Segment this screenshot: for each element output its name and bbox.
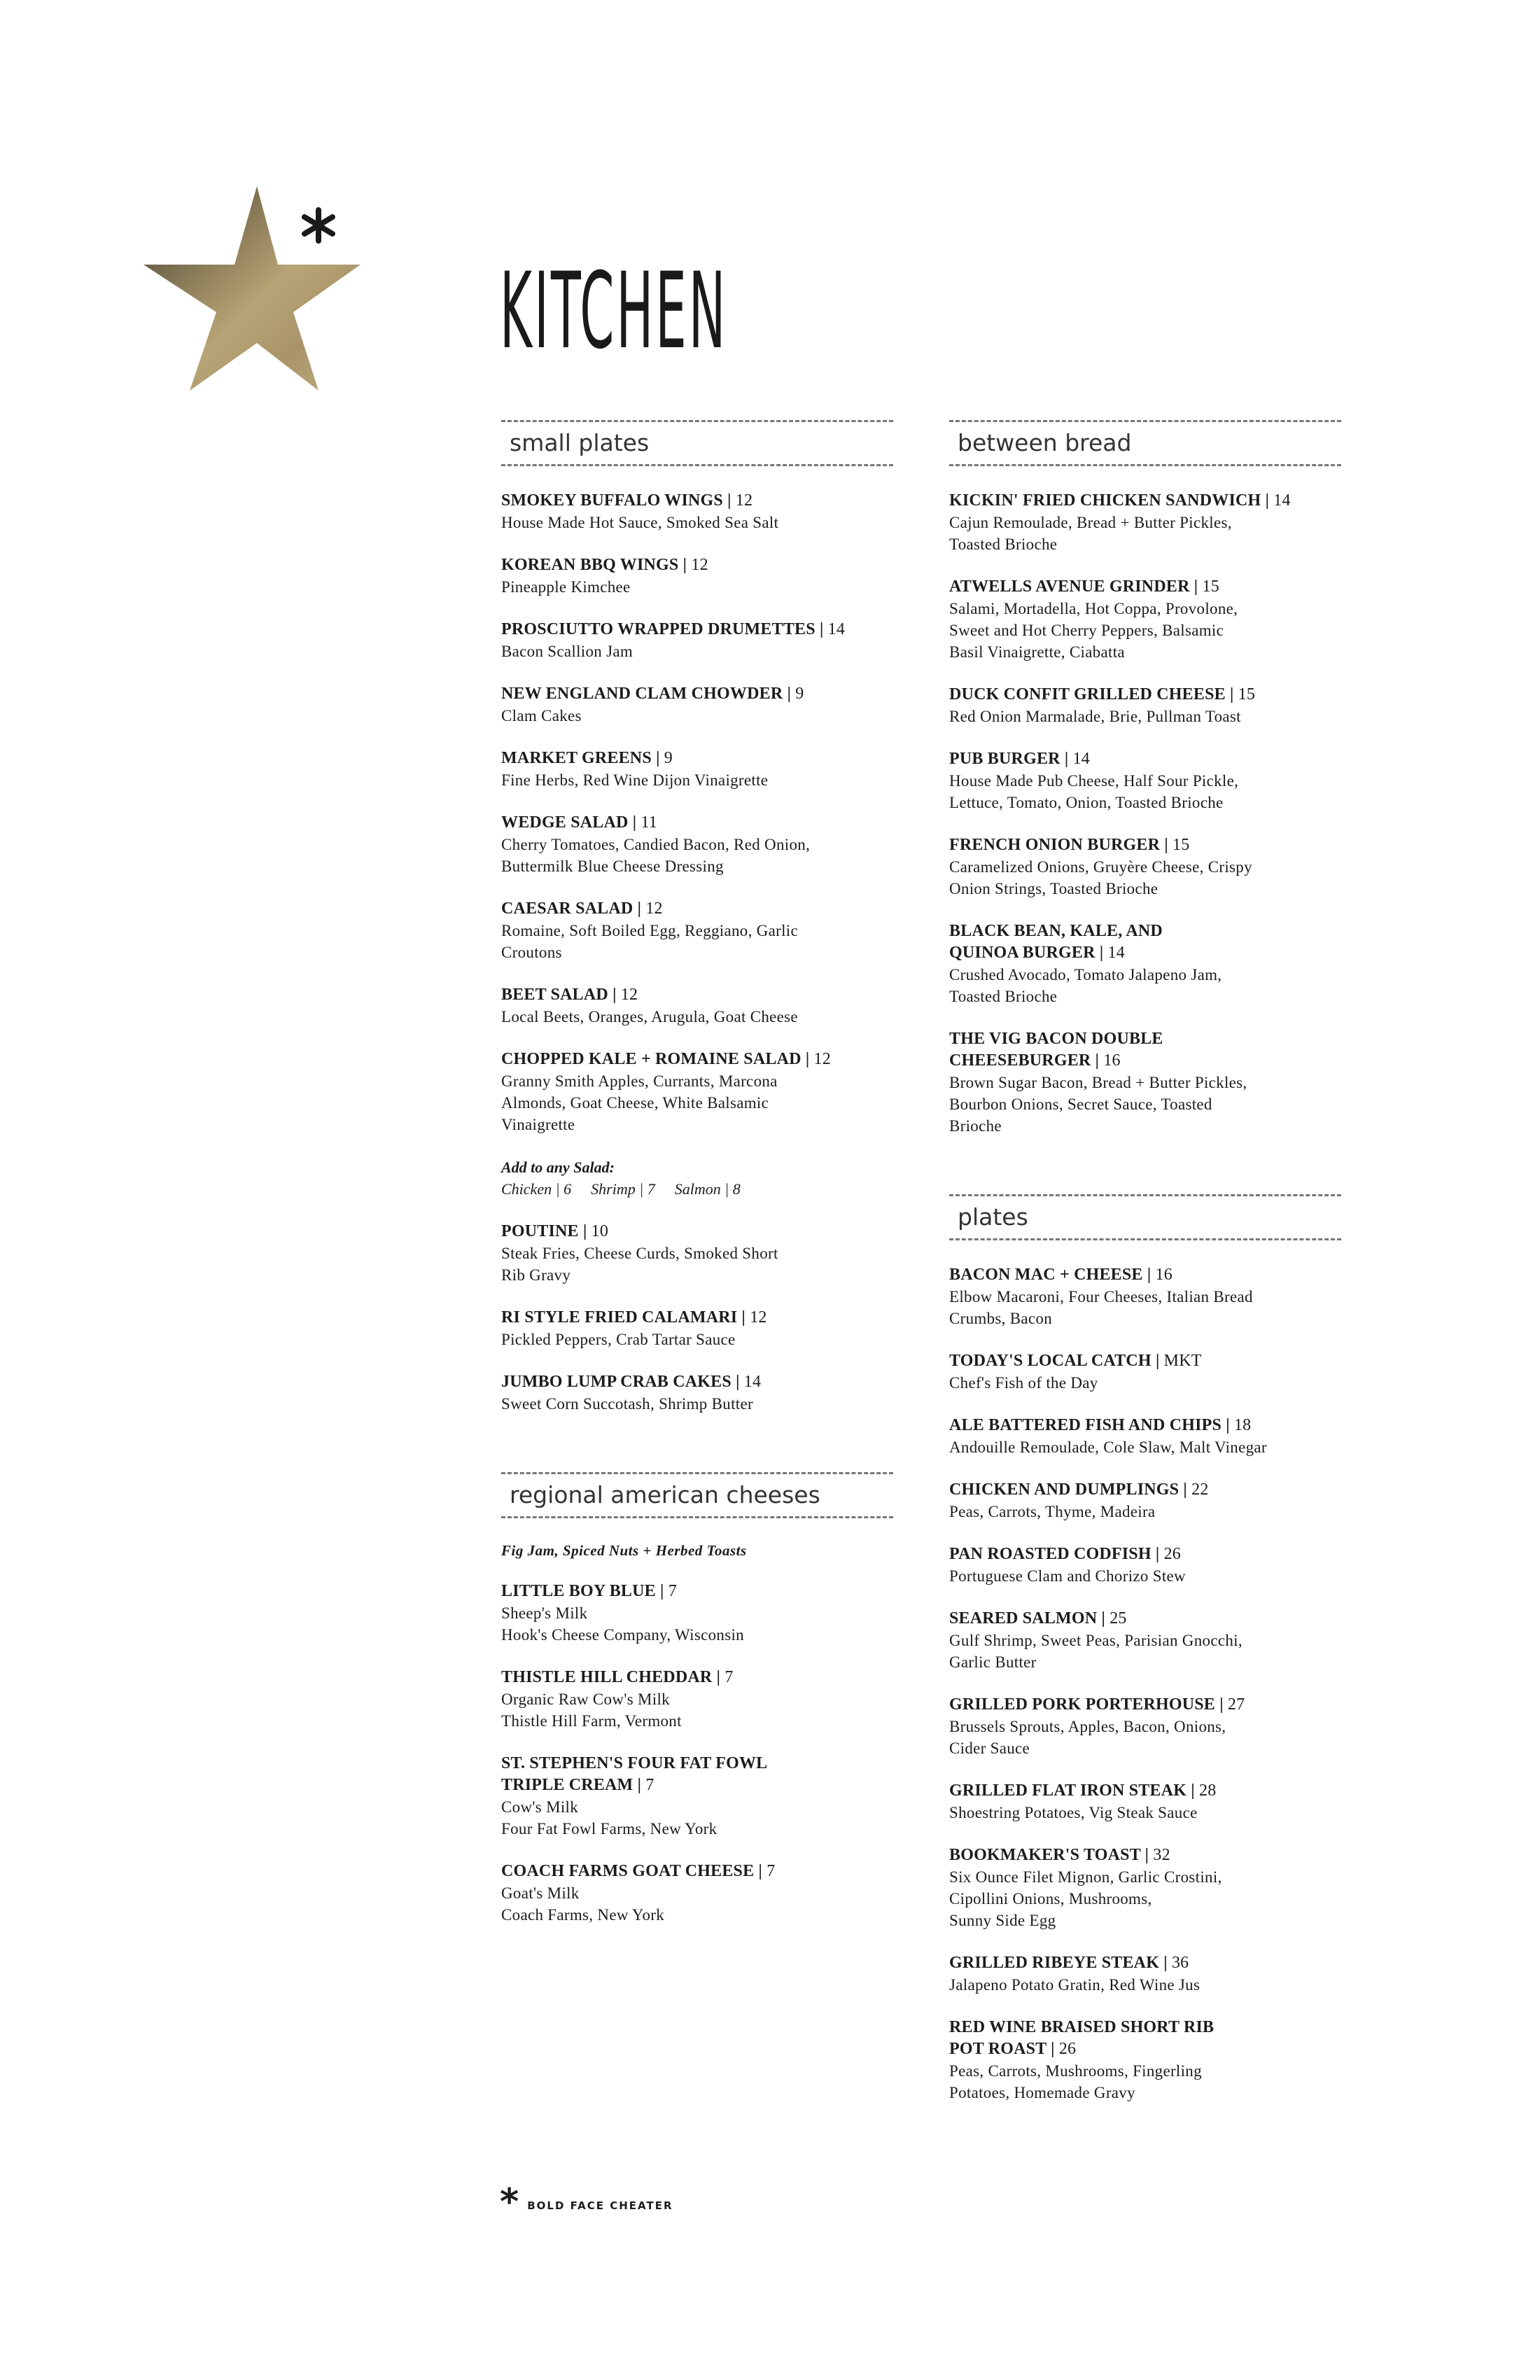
- item-description: Red Onion Marmalade, Brie, Pullman Toast: [949, 708, 1241, 725]
- item-description: Pineapple Kimchee: [501, 578, 631, 596]
- item-name-text: POT ROAST: [949, 2040, 1046, 2058]
- menu-item: [949, 1694, 1341, 1759]
- section-title: regional american cheeses: [510, 1481, 820, 1508]
- item-name: KOREAN BBQ WINGS | 12: [501, 556, 708, 574]
- menu-item: [501, 898, 893, 963]
- menu-item: [949, 1952, 1341, 1996]
- item-description: Cajun Remoulade, Bread + Butter Pickles,: [949, 514, 1232, 531]
- item-price: 27: [1227, 1695, 1245, 1714]
- item-name-text: GRILLED FLAT IRON STEAK: [949, 1782, 1187, 1800]
- asterisk-icon: [304, 210, 332, 241]
- menu-item: [501, 1307, 893, 1350]
- item-price: 32: [1153, 1846, 1170, 1864]
- item-name-text: ST. STEPHEN'S FOUR FAT FOWL: [501, 1754, 768, 1772]
- item-description: Chef's Fish of the Day: [949, 1374, 1098, 1392]
- item-name-text: SEARED SALMON: [949, 1609, 1098, 1628]
- menu-item: [949, 1544, 1341, 1587]
- item-name-text: PROSCIUTTO WRAPPED DRUMETTES: [501, 620, 816, 638]
- item-price: 7: [668, 1582, 677, 1600]
- item-description: Clam Cakes: [501, 707, 582, 724]
- item-name-text: POUTINE: [501, 1222, 579, 1240]
- menu-item: [949, 1780, 1341, 1823]
- item-name-text: JUMBO LUMP CRAB CAKES: [501, 1373, 732, 1391]
- item-price: 12: [691, 556, 708, 574]
- item-price: 22: [1191, 1480, 1209, 1499]
- right-column: [949, 420, 1341, 2161]
- item-price: 14: [1107, 944, 1125, 962]
- item-name: RED WINE BRAISED SHORT RIB POT ROAST | 26: [949, 2018, 1214, 2058]
- menu-item: [501, 1753, 893, 1840]
- item-price: 12: [750, 1308, 767, 1326]
- item-name-text: MARKET GREENS: [501, 749, 652, 767]
- item-name-text: GRILLED RIBEYE STEAK: [949, 1954, 1160, 1972]
- item-name: DUCK CONFIT GRILLED CHEESE | 15: [949, 685, 1256, 704]
- item-description: Cider Sauce: [949, 1740, 1030, 1757]
- item-description: Granny Smith Apples, Currants, Marcona: [501, 1072, 778, 1090]
- item-name-text: ATWELLS AVENUE GRINDER: [949, 578, 1190, 596]
- section-plates: [949, 1194, 1341, 2104]
- item-description: Lettuce, Tomato, Onion, Toasted Brioche: [949, 794, 1224, 811]
- item-name-text: QUINOA BURGER: [949, 944, 1096, 962]
- item-price: 16: [1103, 1051, 1121, 1070]
- section-title: between bread: [958, 429, 1132, 456]
- item-description: Sweet and Hot Cherry Peppers, Balsamic: [949, 622, 1224, 639]
- item-name: BACON MAC + CHEESE | 16: [949, 1266, 1172, 1284]
- left-column: [501, 420, 893, 1983]
- item-description: Romaine, Soft Boiled Egg, Reggiano, Garlic: [501, 922, 798, 939]
- item-name-text: BOOKMAKER'S TOAST: [949, 1846, 1141, 1864]
- footer-text: BOLD FACE CHEATER: [527, 2199, 673, 2212]
- menu-item: [501, 619, 893, 662]
- item-name-text: KICKIN' FRIED CHICKEN SANDWICH: [949, 491, 1261, 510]
- item-name: FRENCH ONION BURGER | 15: [949, 836, 1190, 854]
- item-description: Sheep's Milk: [501, 1604, 588, 1622]
- item-name-text: RED WINE BRAISED SHORT RIB: [949, 2018, 1214, 2036]
- item-description: Thistle Hill Farm, Vermont: [501, 1712, 682, 1730]
- section-header: [949, 420, 1341, 466]
- item-name-text: THE VIG BACON DOUBLE: [949, 1030, 1163, 1048]
- item-name: TODAY'S LOCAL CATCH | MKT: [949, 1352, 1202, 1370]
- item-price: 14: [827, 620, 846, 638]
- item-description: Andouille Remoulade, Cole Slaw, Malt Vinegar: [949, 1438, 1267, 1456]
- item-description: Almonds, Goat Cheese, White Balsamic: [501, 1094, 769, 1112]
- section-header: [501, 420, 893, 466]
- item-name-text: NEW ENGLAND CLAM CHOWDER: [501, 685, 783, 703]
- section-header: [501, 1472, 893, 1518]
- section-header: [949, 1194, 1341, 1240]
- item-name: GRILLED RIBEYE STEAK | 36: [949, 1954, 1189, 1972]
- item-name-text: PAN ROASTED CODFISH: [949, 1545, 1152, 1563]
- section-small-plates: [501, 420, 893, 1415]
- item-name-text: BACON MAC + CHEESE: [949, 1266, 1143, 1284]
- menu-item: [949, 490, 1341, 555]
- menu-item: [949, 834, 1341, 899]
- item-description: Jalapeno Potato Gratin, Red Wine Jus: [949, 1976, 1200, 1994]
- item-description: Cow's Milk: [501, 1798, 579, 1816]
- item-description: Pickled Peppers, Crab Tartar Sauce: [501, 1331, 736, 1348]
- item-name-text: THISTLE HILL CHEDDAR: [501, 1668, 713, 1686]
- item-description: Local Beets, Oranges, Arugula, Goat Cheese: [501, 1008, 798, 1026]
- item-name: THE VIG BACON DOUBLE CHEESEBURGER | 16: [949, 1030, 1163, 1070]
- item-description: Sweet Corn Succotash, Shrimp Butter: [501, 1395, 753, 1413]
- item-name-text: ALE BATTERED FISH AND CHIPS: [949, 1416, 1222, 1434]
- item-name-text: TODAY'S LOCAL CATCH: [949, 1352, 1152, 1370]
- menu-item: [501, 554, 893, 598]
- item-price: 9: [664, 749, 673, 767]
- item-description: Garlic Butter: [949, 1653, 1037, 1671]
- item-name: CAESAR SALAD | 12: [501, 899, 663, 918]
- item-name: JUMBO LUMP CRAB CAKES | 14: [501, 1373, 762, 1391]
- menu-item: [501, 1049, 893, 1135]
- item-price: 7: [724, 1668, 734, 1686]
- item-description: Organic Raw Cow's Milk: [501, 1690, 670, 1708]
- menu-item: [949, 1479, 1341, 1522]
- item-name: CHOPPED KALE + ROMAINE SALAD | 12: [501, 1050, 831, 1068]
- item-name: PAN ROASTED CODFISH | 26: [949, 1545, 1182, 1563]
- item-description: Goat's Milk: [501, 1884, 580, 1902]
- item-name: GRILLED PORK PORTERHOUSE | 27: [949, 1695, 1245, 1714]
- item-price: 26: [1058, 2040, 1077, 2058]
- item-price: MKT: [1163, 1352, 1202, 1370]
- menu-item: [501, 1861, 893, 1926]
- item-description: Toasted Brioche: [949, 536, 1058, 553]
- item-name: BOOKMAKER'S TOAST | 32: [949, 1846, 1170, 1864]
- menu-item: [949, 684, 1341, 727]
- item-description: Portuguese Clam and Chorizo Stew: [949, 1567, 1186, 1585]
- item-description: Brioche: [949, 1117, 1002, 1135]
- item-name: THISTLE HILL CHEDDAR | 7: [501, 1668, 734, 1686]
- item-description: Brussels Sprouts, Apples, Bacon, Onions,: [949, 1718, 1226, 1735]
- item-price: 14: [1273, 491, 1291, 510]
- item-description: Basil Vinaigrette, Ciabatta: [949, 643, 1125, 661]
- item-name-text: SMOKEY BUFFALO WINGS: [501, 491, 723, 510]
- salad-addon: [501, 1156, 893, 1200]
- item-price: 14: [743, 1373, 762, 1391]
- item-name-text: BLACK BEAN, KALE, AND: [949, 922, 1163, 940]
- item-price: 15: [1202, 578, 1219, 596]
- item-name: BEET SALAD | 12: [501, 986, 638, 1004]
- item-name-text: PUB BURGER: [949, 750, 1060, 768]
- menu-item: [501, 812, 893, 877]
- item-name: GRILLED FLAT IRON STEAK | 28: [949, 1782, 1217, 1800]
- item-description: Gulf Shrimp, Sweet Peas, Parisian Gnocchi,: [949, 1632, 1242, 1649]
- menu-item: [949, 1350, 1341, 1394]
- addon-option: Chicken | 6: [501, 1180, 572, 1198]
- item-name-text: FRENCH ONION BURGER: [949, 836, 1161, 854]
- item-name: PUB BURGER | 14: [949, 750, 1090, 768]
- menu-item: [949, 920, 1341, 1007]
- section-between-bread: [949, 420, 1341, 1137]
- item-price: 15: [1172, 836, 1190, 854]
- item-price: 10: [591, 1222, 609, 1240]
- item-description: Caramelized Onions, Gruyère Cheese, Crispy: [949, 858, 1252, 876]
- item-description: Buttermilk Blue Cheese Dressing: [501, 858, 724, 875]
- item-description: Croutons: [501, 944, 562, 961]
- item-description: House Made Pub Cheese, Half Sour Pickle,: [949, 772, 1239, 790]
- menu-item: [949, 1028, 1341, 1137]
- item-description: Six Ounce Filet Mignon, Garlic Crostini,: [949, 1868, 1222, 1886]
- item-description: Peas, Carrots, Thyme, Madeira: [949, 1503, 1156, 1520]
- section-title: small plates: [510, 429, 650, 456]
- item-price: 12: [620, 986, 638, 1004]
- item-name: NEW ENGLAND CLAM CHOWDER | 9: [501, 685, 804, 703]
- item-description: Vinaigrette: [501, 1116, 575, 1133]
- addon-option: Shrimp | 7: [591, 1180, 655, 1198]
- menu-item: [501, 683, 893, 727]
- item-name: WEDGE SALAD | 11: [501, 813, 657, 832]
- menu-item: [949, 1844, 1341, 1931]
- item-description: Potatoes, Homemade Gravy: [949, 2084, 1135, 2101]
- item-description: Cherry Tomatoes, Candied Bacon, Red Onion,: [501, 836, 811, 853]
- item-name: RI STYLE FRIED CALAMARI | 12: [501, 1308, 767, 1326]
- item-price: 12: [735, 491, 753, 510]
- section-title: plates: [958, 1203, 1028, 1231]
- section-note: Fig Jam, Spiced Nuts + Herbed Toasts: [501, 1542, 747, 1559]
- item-name-text: RI STYLE FRIED CALAMARI: [501, 1308, 738, 1326]
- item-description: Rib Gravy: [501, 1266, 571, 1284]
- menu-item: [501, 1581, 893, 1646]
- item-name-text: GRILLED PORK PORTERHOUSE: [949, 1695, 1216, 1714]
- item-name: SMOKEY BUFFALO WINGS | 12: [501, 491, 753, 510]
- item-price: 11: [640, 813, 657, 832]
- item-description: Four Fat Fowl Farms, New York: [501, 1820, 718, 1837]
- item-description: Bacon Scallion Jam: [501, 643, 634, 660]
- menu-item: [949, 2017, 1341, 2104]
- item-description: Sunny Side Egg: [949, 1912, 1056, 1929]
- item-name: BLACK BEAN, KALE, AND QUINOA BURGER | 14: [949, 922, 1163, 962]
- item-name-text: TRIPLE CREAM: [501, 1776, 634, 1794]
- item-name: PROSCIUTTO WRAPPED DRUMETTES | 14: [501, 620, 846, 638]
- page-title: KITCHEN: [500, 251, 728, 372]
- item-name: LITTLE BOY BLUE | 7: [501, 1582, 677, 1600]
- item-name: CHICKEN AND DUMPLINGS | 22: [949, 1480, 1209, 1499]
- menu-item: [501, 1667, 893, 1732]
- star-logo-icon: [144, 181, 368, 398]
- item-name: SEARED SALMON | 25: [949, 1609, 1127, 1628]
- item-price: 16: [1155, 1266, 1172, 1284]
- addon-options: [501, 1178, 893, 1200]
- item-name: COACH FARMS GOAT CHEESE | 7: [501, 1862, 776, 1880]
- item-description: Coach Farms, New York: [501, 1906, 665, 1924]
- item-name: POUTINE | 10: [501, 1222, 609, 1240]
- item-price: 25: [1110, 1609, 1127, 1628]
- item-price: 12: [813, 1050, 831, 1068]
- item-price: 36: [1171, 1954, 1189, 1972]
- item-name: MARKET GREENS | 9: [501, 749, 673, 767]
- menu-item: [949, 1608, 1341, 1673]
- item-description: Bourbon Onions, Secret Sauce, Toasted: [949, 1096, 1212, 1113]
- section-cheeses: [501, 1472, 893, 1926]
- item-name-text: LITTLE BOY BLUE: [501, 1582, 656, 1600]
- item-description: House Made Hot Sauce, Smoked Sea Salt: [501, 514, 779, 531]
- menu-item: [501, 748, 893, 791]
- item-price: 26: [1163, 1545, 1182, 1563]
- item-name-text: KOREAN BBQ WINGS: [501, 556, 679, 574]
- item-description: Peas, Carrots, Mushrooms, Fingerling: [949, 2062, 1202, 2080]
- footer: [500, 2181, 673, 2223]
- item-description: Brown Sugar Bacon, Bread + Butter Pickles,: [949, 1074, 1247, 1091]
- item-name: ATWELLS AVENUE GRINDER | 15: [949, 578, 1219, 596]
- item-name-text: CHICKEN AND DUMPLINGS: [949, 1480, 1180, 1499]
- item-price: 15: [1238, 685, 1256, 704]
- item-description: Hook's Cheese Company, Wisconsin: [501, 1626, 744, 1644]
- item-price: 12: [645, 899, 663, 918]
- item-name: ALE BATTERED FISH AND CHIPS | 18: [949, 1416, 1252, 1434]
- menu-item: [949, 576, 1341, 663]
- addon-title: Add to any Salad:: [501, 1158, 615, 1176]
- item-description: Shoestring Potatoes, Vig Steak Sauce: [949, 1804, 1198, 1821]
- item-name-text: CHOPPED KALE + ROMAINE SALAD: [501, 1050, 802, 1068]
- item-price: 7: [766, 1862, 776, 1880]
- item-description: Onion Strings, Toasted Brioche: [949, 880, 1158, 897]
- menu-item: [949, 1264, 1341, 1329]
- item-price: 9: [795, 685, 804, 703]
- item-description: Crushed Avocado, Tomato Jalapeno Jam,: [949, 966, 1222, 983]
- item-description: Steak Fries, Cheese Curds, Smoked Short: [501, 1245, 778, 1262]
- addon-option: Salmon | 8: [674, 1180, 741, 1198]
- item-name-text: COACH FARMS GOAT CHEESE: [501, 1862, 755, 1880]
- item-description: Fine Herbs, Red Wine Dijon Vinaigrette: [501, 771, 769, 789]
- menu-item: [949, 1415, 1341, 1458]
- menu-item: [501, 1371, 893, 1415]
- item-price: 14: [1072, 750, 1090, 768]
- item-name: KICKIN' FRIED CHICKEN SANDWICH | 14: [949, 491, 1291, 510]
- item-name-text: CAESAR SALAD: [501, 899, 634, 918]
- item-description: Cipollini Onions, Mushrooms,: [949, 1890, 1152, 1907]
- menu-item: [501, 984, 893, 1028]
- menu-item: [501, 490, 893, 533]
- item-description: Crumbs, Bacon: [949, 1310, 1052, 1327]
- item-description: Toasted Brioche: [949, 988, 1058, 1005]
- item-name: ST. STEPHEN'S FOUR FAT FOWL TRIPLE CREAM | 7: [501, 1754, 768, 1794]
- item-price: 7: [645, 1776, 654, 1794]
- item-name-text: BEET SALAD: [501, 986, 608, 1004]
- item-name-text: CHEESEBURGER: [949, 1051, 1091, 1070]
- item-price: 28: [1199, 1782, 1217, 1800]
- item-name-text: DUCK CONFIT GRILLED CHEESE: [949, 685, 1226, 704]
- item-price: 18: [1233, 1416, 1252, 1434]
- menu-item: [501, 1221, 893, 1286]
- item-description: Elbow Macaroni, Four Cheeses, Italian Bread: [949, 1288, 1253, 1306]
- menu-item: [949, 748, 1341, 813]
- item-description: Salami, Mortadella, Hot Coppa, Provolone,: [949, 600, 1238, 617]
- item-name-text: WEDGE SALAD: [501, 813, 629, 832]
- asterisk-icon: *: [500, 2181, 519, 2223]
